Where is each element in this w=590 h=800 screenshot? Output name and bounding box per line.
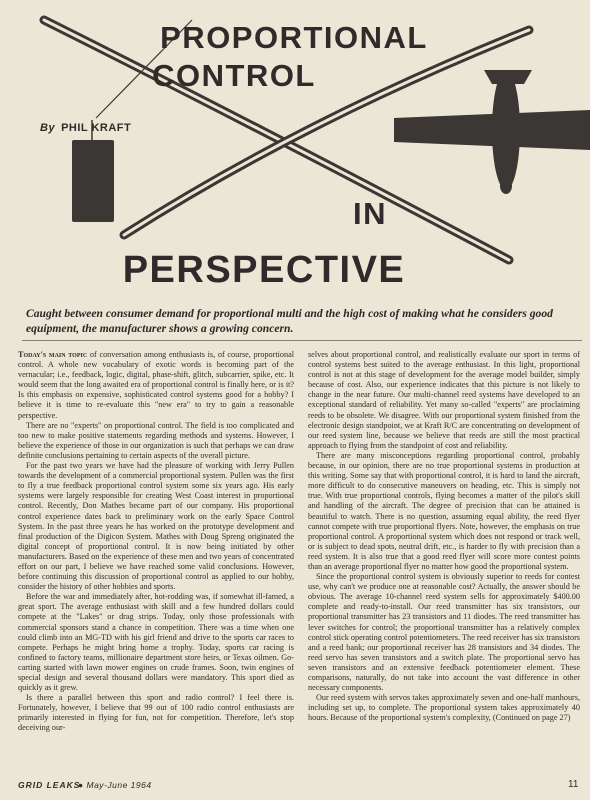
article-column-right <box>308 350 580 770</box>
paragraph: For the past two years we have had the pleasure of working with Jerry Pullen towards the development of a commercial proportional system. Pullen was the first to fly a true feedback proportional control system some six years ago. His early systems were largely responsible for creating West Coast interest in proportional control. Recently, Don Mathes became part of our company. His proportional control experience dates back to preliminary work on the early Space Control System. In the past three years he has worked on the prototype development and final production of the Digicon System. Mathes with Doug Spreng originated the digital concept of proportional control. It is now being initiated by other manufacturers. Based on the experience of these men and two years of concentrated effort on our part, I believe we have reached some valid conclusions. However, before continuing this discussion of proportional control as applied to our hobby, consider the history of other hobbies and sports. <box>18 461 294 592</box>
title-line-4: PERSPECTIVE <box>122 249 406 291</box>
airplane-icon <box>394 70 590 194</box>
article-deck: Caught between consumer demand for proportional multi and the high cost of making what he considers good equipment, the manufacturer shows a growing concern. <box>26 307 553 335</box>
paragraph: Before the war and immediately after, hot-rodding was, if somewhat ill-famed, a great sport. The average enthusiast with skill and a few hundred dollars could compete at the "Lakes" or drag strips. Today, only those professionals with commercial sponsors stand a chance in competition. There was a time when one could climb into an MG-TD with his girl friend and drive to the sports car races to compete. Perhaps he might bring home a trophy. Today, sports car racing is confined to factory teams, millionaire department store heirs, or Texas oilmen. Go-carting started with lawn mower engines on crude frames. Soon, twin engines of special design and several thousand dollars were mandatory. This sport died as quickly as it grew. <box>18 592 294 693</box>
paragraph: There are no "experts" on proportional control. The field is too complicated and too new to make positive statements regarding methods and systems. However, I believe the experience of those in our organization is such that perhaps we can draw definite conclusions pertaining to certain aspects of the overall picture. <box>18 420 294 460</box>
paragraph: Since the proportional control system is obviously superior to reeds for contest use, why can't we produce one at reasonable cost? Actually, the answer should be obvious. The average 10-channel reed system sells for approximately $400.00 complete and ready-to-install. Our reed transmitter has six transistors, our proportional transmitter has 23 transistors and 11 diodes. The reed transmitter has lever switches for control; the proportional transmitter has a relatively complex control stick operating control potentiometers. The reed receiver has six transistors and a reed bank; our proportional receiver has 28 transistors and 34 diodes. The reed servo has seven transistors and a switch plate. The proportional servo has seven transistors and an extensive feedback potentiometer element. These comparisons, naturally, do not take into account the vast difference in other necessary components. <box>308 572 580 693</box>
transmitter-icon <box>72 120 114 222</box>
title-line-1: PROPORTIONAL <box>160 20 428 55</box>
page-footer <box>0 778 590 796</box>
byline <box>40 122 131 134</box>
byline-prefix: By <box>40 122 56 134</box>
paragraph: Today's main topic of conversation among enthusiasts is, of course, proportional control. A whole new vocabulary of exotic words is becoming part of the vernacular; i.e., feedback, logic, digital, phase-shift, glitch, subcarrier, spike, etc. It would seem that the long awaited era of proportional control is finally here, or is it? Is this emphasis on expensive, sophisticated control systems good for a hobby? I believe it is time to re-evaluate this "new era" to try to gain a reasonable perspective. <box>18 350 294 420</box>
article-column-left <box>18 350 294 770</box>
hero-illustration <box>4 0 590 300</box>
divider <box>22 340 582 341</box>
paragraph: Is there a parallel between this sport and radio control? I feel there is. Fortunately, however, I believe that 99 out of 100 radio control enthusiasts are primarily interested in flying for fun, not for competition. Therefore, let's stop deceiving our- <box>18 693 294 733</box>
paragraph: selves about proportional control, and realistically evaluate our sport in terms of control systems best suited to the average enthusiast. In this light, proportional control is not at this stage of development for the average model builder, simply because of cost. Also, our experience indicates that this picture is not likely to change in the near future. Our multi-channel reed systems have developed to an exceptional standard of reliability. Yet many so-called "experts" are proclaiming reeds to be obsolete. We disagree. With our proportional system finished from the electronic design standpoint, we at Kraft R/C are concentrating on development of our reed system line, because we believe that reeds are still the most practical approach to flying from the standpoint of cost and reliability. <box>308 350 580 450</box>
title-line-3: IN <box>353 196 387 231</box>
page-number: 11 <box>568 779 579 790</box>
byline-author: PHIL KRAFT <box>61 122 132 134</box>
hero-artwork <box>4 0 590 300</box>
title-line-2: CONTROL <box>152 58 316 93</box>
publication-name: GRID LEAKS <box>18 780 81 790</box>
issue-date: ● May-June 1964 <box>78 780 152 790</box>
paragraph: There are many misconceptions regarding proportional control, probably because, in our opinion, there are no true proportional systems in production at this writing. Some say that with proportional control, it is hard to land the aircraft, more difficult to do consecutive maneuvers on heading, etc. This is simply not true. With true proportional controls, flying becomes a matter of the pilot's skill and handling of the aircraft. The degree of precision that can be attained is beautiful to watch. There is no question, assuming equal ability, the reed flyer cannot compete with true proportional flyers. Note, however, the emphasis on true proportional control. A proportional system which does not respond or track well, or is subject to dead spots, neutral drift, etc., is harder to fly with precision than a reed system. It is also true that a good reed flyer will score more contest points than an average proportional flyer no matter how good the proportional system. <box>308 450 580 571</box>
paragraph: Our reed system with servos takes approximately seven and one-half manhours, including set up, to complete. The proportional system takes approximately 40 hours. Because of the proportional system's complexity, (Continued on page 27) <box>308 693 580 723</box>
lead-in: Today's main topic <box>18 350 88 359</box>
